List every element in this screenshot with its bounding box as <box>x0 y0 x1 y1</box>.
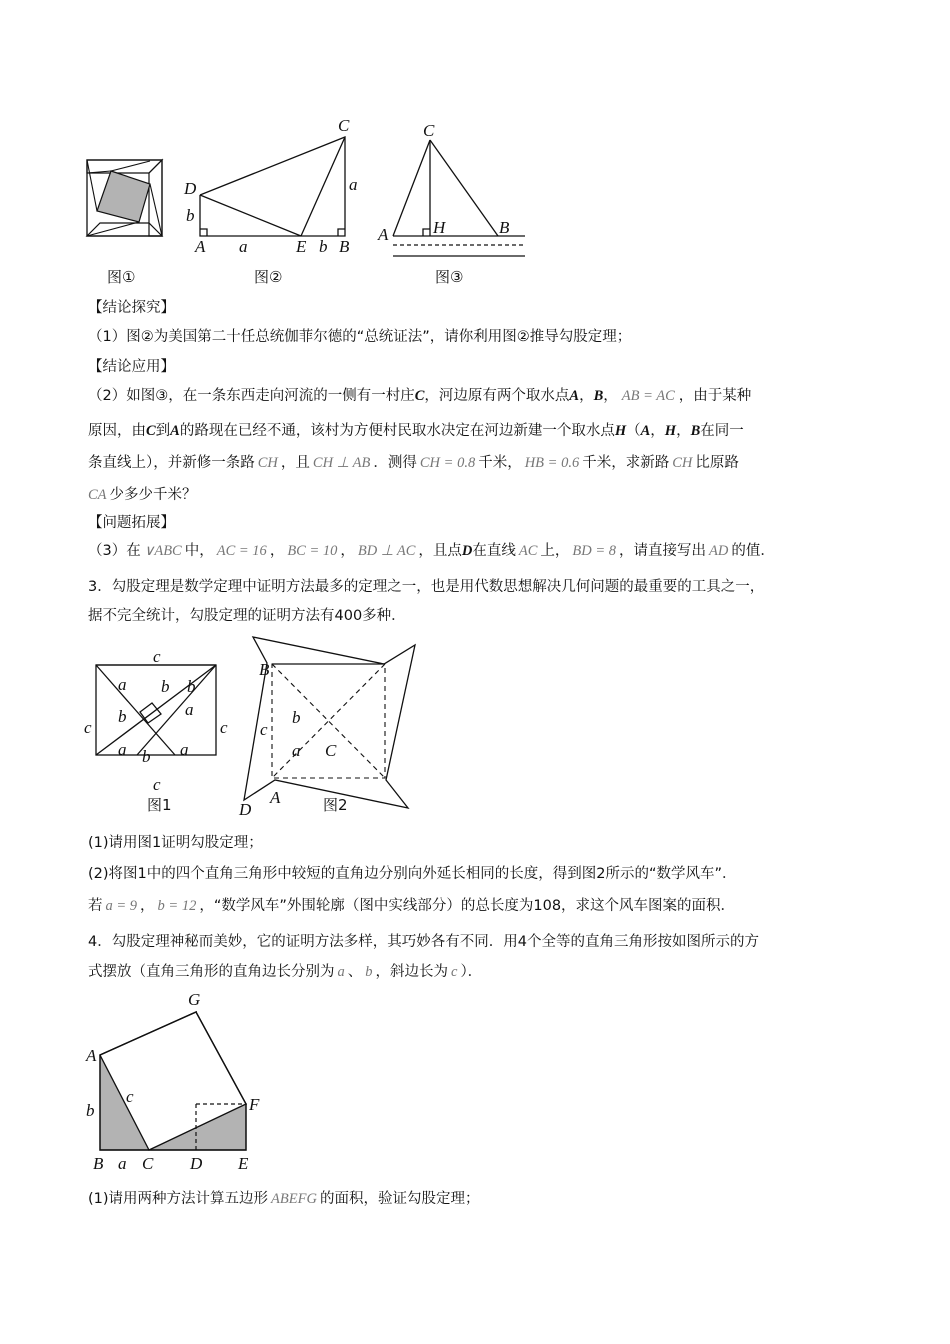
fig3-caption: 图③ <box>435 268 464 286</box>
q3-fig2-label-A: A <box>270 788 281 807</box>
fig2-label-D: D <box>184 179 197 198</box>
q4-label-F: F <box>249 1095 260 1114</box>
fig2-label-C: C <box>338 116 350 135</box>
fig3-label-A: A <box>378 225 389 244</box>
fig3-label-C: C <box>423 121 435 140</box>
q3-fig2-label-a: a <box>292 741 301 760</box>
fig2-segment-DE <box>200 195 301 236</box>
fig2-label-A: A <box>195 237 206 256</box>
q3-fig2-label-D: D <box>239 800 252 819</box>
q4-label-C: C <box>142 1154 154 1173</box>
q3-fig2-caption: 图2 <box>323 796 348 814</box>
question-3-part-1: (1)请用图1证明勾股定理； <box>88 835 263 851</box>
q3-fig2-label-b: b <box>292 708 301 727</box>
q4-label-E: E <box>238 1154 249 1173</box>
q4-label-D: D <box>190 1154 203 1173</box>
heading-problem-extend: 【问题拓展】 <box>88 515 175 531</box>
q3-fig1-a4: a <box>180 740 189 759</box>
question-4-part-1: (1)请用两种方法计算五边形 ABEFG 的面积，验证勾股定理； <box>88 1191 480 1207</box>
fig2-label-b-left: b <box>186 206 195 225</box>
fig1-shaded-square <box>97 171 150 222</box>
fig2-label-a-bottom: a <box>239 237 248 256</box>
fig2-label-B: B <box>339 237 350 256</box>
q3-fig1-b3: b <box>118 707 127 726</box>
q3-fig1-c-bottom: c <box>153 775 161 794</box>
question-3-part-2: (2)将图1中的四个直角三角形中较短的直角边分别向外延长相同的长度，得到图2所示的“数学风车”． <box>88 866 737 882</box>
q3-fig2-label-B: B <box>259 660 270 679</box>
q3-fig1-c-left: c <box>84 718 92 737</box>
heading-conclusion-explore: 【结论探究】 <box>88 300 175 316</box>
fig2-right-angle-A <box>200 229 207 236</box>
q3-fig1-a1: a <box>118 675 127 694</box>
q3-fig1-b1: b <box>161 677 170 696</box>
question-2-line-4: CA 少多少千米？ <box>88 487 197 503</box>
fig3-segment-AC <box>393 140 430 236</box>
q3-fig2-label-C: C <box>325 741 337 760</box>
q4-label-c: c <box>126 1087 134 1106</box>
q3-fig1-a2: a <box>185 700 194 719</box>
fig2-label-E: E <box>296 237 307 256</box>
question-2-line-3: 条直线上），并新修一条路 CH ，且 CH ⊥ AB ．测得 CH = 0.8 千米， HB = 0.6 千米，求新路 CH 比原路 <box>88 455 739 471</box>
q4-label-B: B <box>93 1154 104 1173</box>
q4-label-a: a <box>118 1154 127 1173</box>
fig2-label-a-right: a <box>349 175 358 194</box>
question-2-line-2: 原因，由C到A的路现在已经不通，该村为方便村民取水决定在河边新建一个取水点H（A，H，B在同一 <box>88 423 744 439</box>
question-3-intro-line-2: 据不完全统计，勾股定理的证明方法有400多种． <box>88 608 406 624</box>
q3-fig2-label-c: c <box>260 720 268 739</box>
question-3-part-2-cont: 若 a = 9 ， b = 12 ，“数学风车”外围轮廓（图中实线部分）的总长度为108，求这个风车图案的面积． <box>88 898 736 914</box>
question-1: （1）图②为美国第二十任总统伽菲尔德的“总统证法”，请你利用图②推导勾股定理； <box>88 329 632 345</box>
fig2-caption: 图② <box>254 268 283 286</box>
q3-fig1-a3: a <box>118 740 127 759</box>
heading-conclusion-apply: 【结论应用】 <box>88 359 175 375</box>
q3-fig1-diag-2 <box>96 665 216 755</box>
question-4-line-1: 4．勾股定理神秘而美妙，它的证明方法多样，其巧妙各有不同．用4个全等的直角三角形按如图所示的方 <box>88 934 759 950</box>
fig1-caption: 图① <box>107 268 136 286</box>
q4-label-G: G <box>188 990 201 1009</box>
q3-fig1-c-right: c <box>220 718 228 737</box>
fig3-label-H: H <box>433 218 446 237</box>
q3-fig1-caption: 图1 <box>147 796 172 814</box>
fig3-label-B: B <box>499 218 510 237</box>
question-3-extend: （3）在 ∨ABC 中， AC = 16 ， BC = 10 ， BD ⊥ AC ，且点D在直线 AC 上， BD = 8 ，请直接写出 AD 的值． <box>88 543 775 559</box>
q4-label-b: b <box>86 1101 95 1120</box>
question-2-line-1: （2）如图③，在一条东西走向河流的一侧有一村庄C，河边原有两个取水点A，B， AB = AC ，由于某种 <box>88 388 752 404</box>
q3-fig1-b4: b <box>142 747 151 766</box>
question-3-intro-line-1: 3．勾股定理是数学定理中证明方法最多的定理之一，也是用代数思想解决几何问题的最重要的工具之一， <box>88 579 765 595</box>
q3-fig1-b2: b <box>187 677 196 696</box>
fig2-label-b-bottom: b <box>319 237 328 256</box>
fig2-right-angle-B <box>338 229 345 236</box>
fig1-triangle-bottom <box>87 223 162 236</box>
question-4-line-2: 式摆放（直角三角形的直角边长分别为 a 、 b ，斜边长为 c ）． <box>88 964 483 980</box>
q3-fig1-c-top: c <box>153 647 161 666</box>
fig3-right-angle-H <box>423 229 430 236</box>
q4-label-A: A <box>86 1046 97 1065</box>
